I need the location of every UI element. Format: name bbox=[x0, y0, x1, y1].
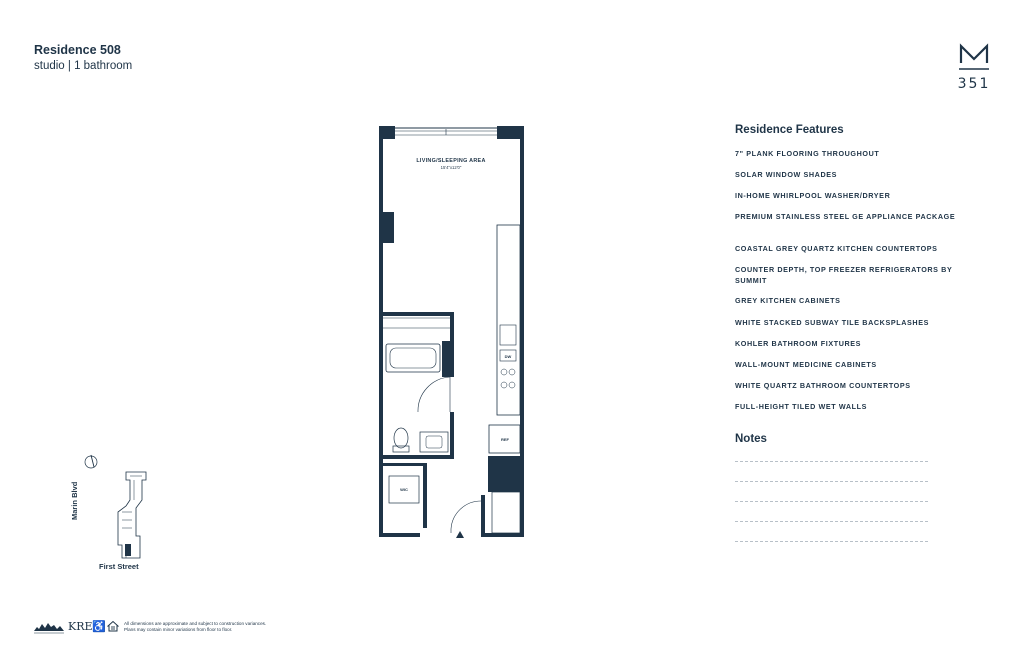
brand-number: 351 bbox=[957, 76, 991, 92]
feature-item: 7" PLANK FLOORING THROUGHOUT bbox=[735, 149, 880, 158]
kre-logo: KRE bbox=[68, 620, 93, 633]
living-area-label: LIVING/SLEEPING AREA bbox=[416, 158, 486, 164]
street-label-side: Marin Blvd bbox=[70, 481, 79, 520]
skyline-logo-icon bbox=[33, 617, 65, 637]
feature-item: PREMIUM STAINLESS STEEL GE APPLIANCE PACKAGE bbox=[735, 212, 956, 221]
living-area-dims: 15'4"x12'0" bbox=[440, 165, 462, 170]
note-line[interactable] bbox=[735, 481, 928, 482]
dishwasher-label: DW bbox=[504, 354, 512, 359]
feature-item: KOHLER BATHROOM FIXTURES bbox=[735, 339, 862, 348]
feature-item: IN-HOME WHIRLPOOL WASHER/DRYER bbox=[735, 191, 891, 200]
equal-housing-icon bbox=[107, 620, 119, 632]
feature-item: COUNTER DEPTH, TOP FREEZER REFRIGERATORS BY SUMMIT bbox=[735, 265, 953, 285]
feature-item: SOLAR WINDOW SHADES bbox=[735, 170, 838, 179]
note-line[interactable] bbox=[735, 521, 928, 522]
refrigerator-label: REF bbox=[501, 437, 509, 442]
unit-floor-plan bbox=[372, 120, 532, 545]
disclaimer-line: All dimensions are approximate and subject to construction variances. bbox=[124, 621, 267, 626]
feature-item: COASTAL GREY QUARTZ KITCHEN COUNTERTOPS bbox=[735, 244, 938, 253]
feature-item: WHITE QUARTZ BATHROOM COUNTERTOPS bbox=[735, 381, 911, 390]
residence-title: Residence 508 bbox=[34, 43, 121, 57]
note-line[interactable] bbox=[735, 461, 928, 462]
notes-title: Notes bbox=[735, 433, 767, 445]
residence-subtitle: studio | 1 bathroom bbox=[34, 60, 133, 72]
note-line[interactable] bbox=[735, 501, 928, 502]
wheelchair-icon: ♿ bbox=[92, 621, 106, 633]
disclaimer-line: Plans may contain minor variations from floor to floor. bbox=[124, 627, 233, 632]
walk-in-closet-label: WIC bbox=[400, 487, 408, 492]
feature-item: WALL-MOUNT MEDICINE CABINETS bbox=[735, 360, 877, 369]
feature-item: GREY KITCHEN CABINETS bbox=[735, 296, 841, 305]
unit-location-marker bbox=[125, 544, 131, 556]
street-label-bottom: First Street bbox=[99, 562, 139, 571]
note-line[interactable] bbox=[735, 541, 928, 542]
features-title: Residence Features bbox=[735, 124, 844, 136]
disclaimer bbox=[124, 621, 294, 633]
feature-item: WHITE STACKED SUBWAY TILE BACKSPLASHES bbox=[735, 318, 929, 327]
feature-item: FULL-HEIGHT TILED WET WALLS bbox=[735, 402, 867, 411]
key-plan-map bbox=[82, 450, 162, 576]
